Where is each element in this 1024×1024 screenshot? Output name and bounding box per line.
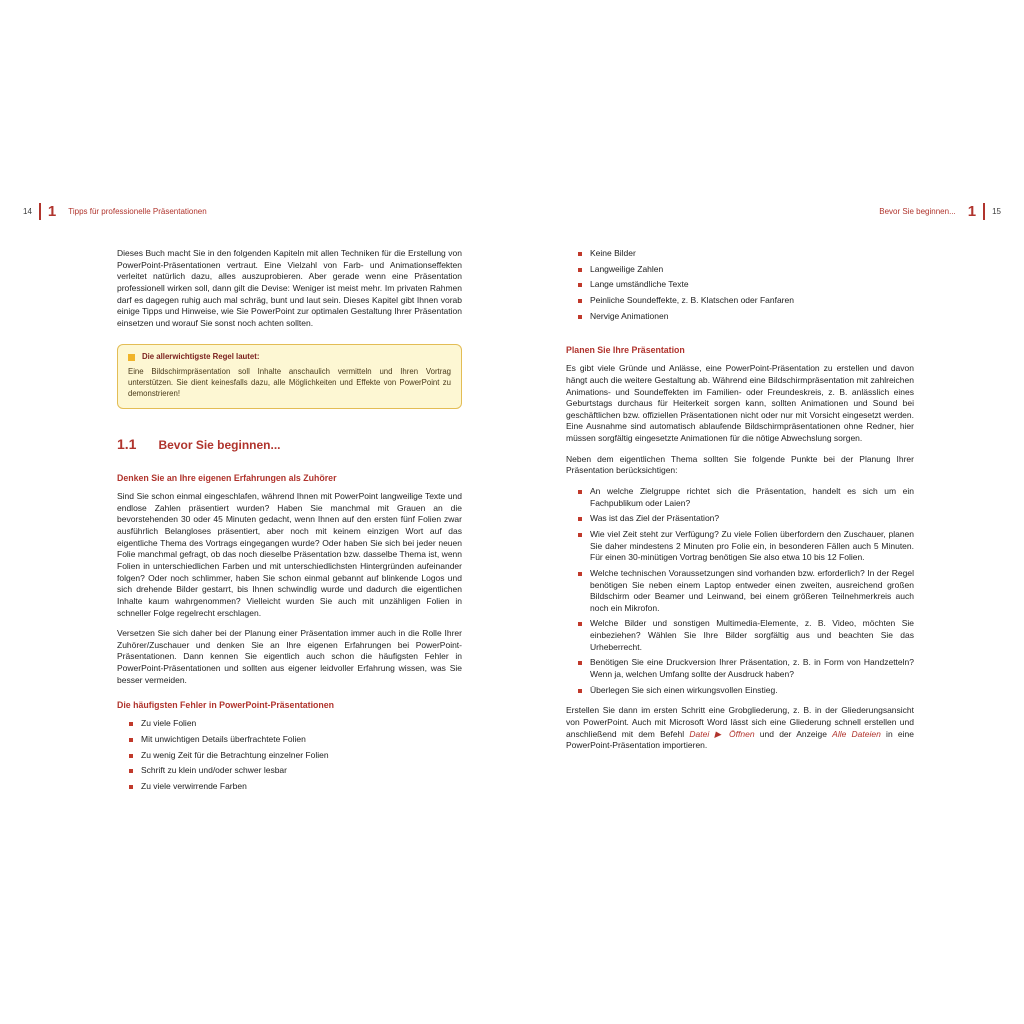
section-title: Bevor Sie beginnen... <box>158 437 281 452</box>
closing-text: Erstellen Sie dann im ersten Schritt eine Grobgliederung, z. B. in der Gliederungsansicht von PowerPoint. Auch mit Microsoft Word lässt sich eine Gliederung schnell erstellen und anschließend mit dem Befehl <box>566 705 914 739</box>
bullet-square-icon <box>578 689 582 693</box>
closing-text: und der Anzeige <box>754 728 833 739</box>
bullet-square-icon <box>578 268 582 272</box>
bullet-square-icon <box>578 283 582 287</box>
bullet-square-icon <box>578 661 582 665</box>
list-item-text: An welche Zielgruppe richtet sich die Präsentation, handelt es sich um ein Fachpublikum oder Laien? <box>590 486 914 508</box>
list-item-text: Lange umständliche Texte <box>590 279 689 290</box>
section-heading <box>117 435 462 454</box>
closing-text: in eine PowerPoint-Präsentation importieren. <box>566 728 914 751</box>
section-number: 1.1 <box>117 435 137 452</box>
list-item <box>566 248 914 260</box>
bullet-square-icon <box>129 769 133 773</box>
menu-command-text: Datei ▶ Öffnen <box>689 728 755 739</box>
running-header <box>0 203 1024 225</box>
planning-paragraph-2: Neben dem eigentlichen Thema sollten Sie folgende Punkte bei der Planung Ihrer Präsentation berücksichtigen: <box>566 453 914 476</box>
list-item-text: Benötigen Sie eine Druckversion Ihrer Präsentation, z. B. in Form von Handzetteln? Wenn ja, welchen Umfang sollte der Ausdruck haben? <box>590 657 914 679</box>
experience-paragraph-2: Versetzen Sie sich daher bei der Planung einer Präsentation immer auch in die Rolle Ihrer Zuhörer/Zuschauer und denken Sie an Ihre eigenen Erfahrungen bei PowerPoint-Präsentationen. Dann kennen Sie eigentlich auch schon die häufigsten Fehler in PowerPoint-Präsentationen und sollten aus eigener leidvoller Erfahrung wissen, was Sie besser vermeiden. <box>117 628 462 685</box>
bullet-square-icon <box>578 490 582 494</box>
list-item <box>117 734 462 746</box>
list-item-text: Überlegen Sie sich einen wirkungsvollen Einstieg. <box>590 684 778 695</box>
chapter-number: 1 <box>967 203 977 220</box>
list-item-text: Welche Bilder und sonstigen Multimedia-Elemente, z. B. Video, möchten Sie einbeziehen? Wählen Sie Ihre Bilder sorgfältig aus und beachten Sie das Urheberrecht. <box>590 618 914 652</box>
list-item <box>566 618 914 653</box>
bullet-square-icon <box>578 252 582 256</box>
list-item-text: Zu viele verwirrende Farben <box>141 780 247 791</box>
bullet-square-icon <box>129 754 133 758</box>
common-errors-list-continued <box>566 248 914 322</box>
bullet-square-icon <box>129 738 133 742</box>
list-item <box>566 486 914 509</box>
note-title-row <box>128 352 451 363</box>
list-item <box>566 295 914 307</box>
list-item <box>566 311 914 323</box>
experience-paragraph-1: Sind Sie schon einmal eingeschlafen, während Ihnen mit PowerPoint langweilige Texte und endlose Zahlen präsentiert wurden? Haben Sie manchmal mit Grauen an die bevorstehenden 30 oder 45 Minuten gedacht, wenn Ihnen auf den ersten fünf Folien zwar ausführlich Belangloses präsentiert, aber noch mit keinem einzigen Wort auf das eigentliche Thema des Vortrags eingegangen wurde? Oder haben Sie sich bei jeder neuen Folie manchmal gefragt, ob das noch dieselbe Präsentation bzw. dasselbe Thema ist, wenn Folien in unterschiedlichen Farben und mit unterschiedlichsten Hintergründen aufeinander folgen? Oder noch schlimmer, haben Sie schon einmal gebannt auf blinkende Logos und sich drehende Bilder gestarrt, bis Ihnen schwindlig wurde und dadurch die eigentlichen Inhalte kaum wahrgenommen? Vielleicht wurden Sie auch mit unzähligen Folien in schneller Folge regelrecht erschlagen. <box>117 491 462 618</box>
list-item <box>566 529 914 564</box>
bullet-square-icon <box>578 315 582 319</box>
bullet-square-icon <box>578 622 582 626</box>
list-item <box>117 781 462 793</box>
left-running-head: Tipps für professionelle Präsentationen <box>68 207 207 216</box>
list-item-text: Keine Bilder <box>590 248 636 258</box>
note-body: Eine Bildschirmpräsentation soll Inhalte anschaulich vermitteln und Ihren Vortrag unterstützen. Sie dient keinesfalls dazu, alle Möglichkeiten und Effekte von PowerPoint zu demonstrieren! <box>128 367 451 398</box>
list-item <box>566 513 914 525</box>
list-item-text: Nervige Animationen <box>590 310 669 321</box>
rule-note-box <box>117 344 462 408</box>
list-item-text: Mit unwichtigen Details überfrachtete Folien <box>141 734 306 745</box>
planning-checklist <box>566 486 914 696</box>
list-item-text: Peinliche Soundeffekte, z. B. Klatschen oder Fanfaren <box>590 294 794 305</box>
header-divider-bar <box>39 203 41 220</box>
list-item-text: Zu wenig Zeit für die Betrachtung einzelner Folien <box>141 749 329 760</box>
subsection-heading: Planen Sie Ihre Präsentation <box>566 345 685 356</box>
list-item-text: Schrift zu klein und/oder schwer lesbar <box>141 765 287 776</box>
list-item-text: Welche technischen Voraussetzungen sind vorhanden bzw. erforderlich? In der Regel benötigen Sie neben einem Laptop entweder einen zweiten, ausreichend großen Bildschirm oder Beamer und Leinwand, bei einem größeren Teilnehmerkreis auch noch ein Mikrofon. <box>590 567 914 613</box>
closing-paragraph <box>566 705 914 752</box>
list-item <box>117 750 462 762</box>
bullet-square-icon <box>578 299 582 303</box>
menu-command-text: Alle Dateien <box>832 728 881 739</box>
bullet-square-icon <box>578 533 582 537</box>
list-item <box>566 685 914 697</box>
list-item <box>566 264 914 276</box>
bullet-square-icon <box>578 572 582 576</box>
list-item-text: Zu viele Folien <box>141 718 197 729</box>
list-item <box>566 568 914 615</box>
list-item <box>117 718 462 730</box>
list-item-text: Wie viel Zeit steht zur Verfügung? Zu viele Folien überfordern den Zuschauer, planen Sie daher mindestens 2 Minuten pro Folie ein, in besonderen Fällen auch 5 Minuten. Für einen 30-minütigen Vortrag benötigen Sie also etwa 10 bis 12 Folien. <box>590 528 914 563</box>
planning-paragraph-1: Es gibt viele Gründe und Anlässe, eine PowerPoint-Präsentation zu erstellen und davon hängt auch die weitere Gestaltung ab. Während eine Bildschirmpräsentation mit zahlreichen Animations- und Soundeffekten im Familien- oder Freundeskreis, z. B. anlässlich eines Geburtstags durchaus für Heiterkeit sorgen kann, sollten Animationen und Sound bei geschäftlichen bzw. offiziellen Präsentationen nicht oder nur mit Vorsicht eingesetzt werden. Eine Ausnahme sind automatisch ablaufende Bildschirmpräsentationen ohne Redner, hier müssen sorgfältig eingesetzte Animationen für die nötige Abwechslung sorgen. <box>566 363 914 444</box>
note-square-icon <box>128 354 135 361</box>
list-item <box>566 657 914 680</box>
page-columns <box>117 248 914 802</box>
note-title: Die allerwichtigste Regel lautet: <box>142 352 260 362</box>
right-page-column <box>566 248 914 802</box>
common-errors-list <box>117 718 462 792</box>
bullet-square-icon <box>129 785 133 789</box>
bullet-square-icon <box>129 722 133 726</box>
list-item <box>566 279 914 291</box>
left-page-number: 14 <box>23 207 32 216</box>
subsection-heading: Die häufigsten Fehler in PowerPoint-Präsentationen <box>117 700 335 711</box>
chapter-number: 1 <box>47 203 57 220</box>
list-item-text: Was ist das Ziel der Präsentation? <box>590 513 720 524</box>
bullet-square-icon <box>578 517 582 521</box>
right-page-header <box>879 203 1001 220</box>
right-page-number: 15 <box>992 207 1001 216</box>
left-page-column <box>117 248 462 802</box>
left-page-header <box>23 203 207 220</box>
list-item-text: Langweilige Zahlen <box>590 263 664 274</box>
header-divider-bar <box>983 203 985 220</box>
right-running-head: Bevor Sie beginnen... <box>879 207 956 216</box>
list-item <box>117 765 462 777</box>
intro-paragraph: Dieses Buch macht Sie in den folgenden Kapiteln mit allen Techniken für die Erstellung von PowerPoint-Präsentationen vertraut. Eine Vielzahl von Farb- und Animationseffekten verleitet natürlich dazu, alles auszuprobieren. Aber gerade wenn eine Präsentation professionell wirken soll, dann gilt die Devise: Weniger ist meist mehr. Im privaten Rahmen darf es dagegen ruhig auch mal schräg, bunt und laut sein. Dieses Kapitel gibt Ihnen vorab einige Tipps und Hinweise, wie Sie PowerPoint zur optimalen Gestaltung Ihrer Präsentation einsetzen und worauf Sie sonst noch achten sollten. <box>117 248 462 328</box>
subsection-heading: Denken Sie an Ihre eigenen Erfahrungen als Zuhörer <box>117 473 337 484</box>
